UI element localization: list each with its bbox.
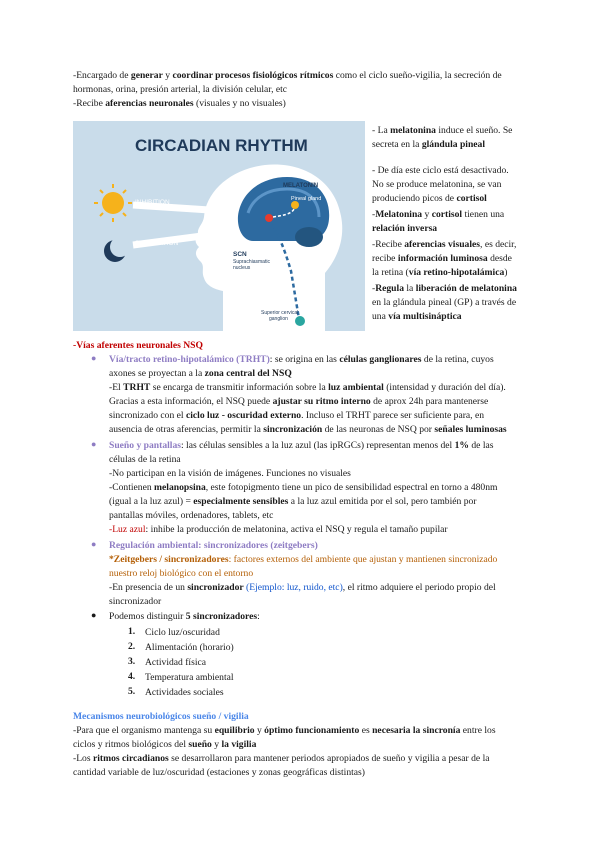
side-line-2: secreta en la glándula pineal <box>372 139 485 150</box>
side-line-1: - La melatonina induce el sueño. Se <box>372 125 513 136</box>
b1-line-1: Vía/tracto retino-hipotalámico (TRHT): se origina en las células ganglionares de la retina, cuyos <box>109 354 494 365</box>
bullet-3: ● <box>91 539 97 549</box>
list-item: Temperatura ambiental <box>145 672 234 683</box>
side-line-7: relación inversa <box>372 223 438 234</box>
intro-line-1: -Encargado de generar y coordinar procesos fisiológicos rítmicos como el ciclo sueño-vigilia, la secreción de <box>73 70 502 81</box>
inhibition-label: INHIBITION <box>135 199 170 206</box>
ganglion-label-1: Superior cervical <box>261 310 299 316</box>
b3-line-2: nuestro reloj biológico con el entorno <box>109 568 254 579</box>
list-item: Actividades sociales <box>145 687 224 698</box>
list-number: 2. <box>128 641 136 652</box>
b1-line-4: Gracias a esta información, el NSQ puede ajustar su ritmo interno de aprox 24h para mantenerse <box>109 396 489 407</box>
intro-line-3: -Recibe aferencias neuronales (visuales y no visuales) <box>73 98 286 109</box>
list-item: Actividad física <box>145 657 207 668</box>
cerebellum <box>295 227 323 247</box>
bullet-4: ● <box>91 610 97 620</box>
mech-line-1: -Para que el organismo mantenga su equilibrio y óptimo funcionamiento es necesaria la sincronía entre los <box>73 725 496 736</box>
side-line-11: -Regula la liberación de melatonina <box>372 283 517 294</box>
list-item: Alimentación (horario) <box>145 642 234 653</box>
b2-line-2: células de la retina <box>109 454 181 465</box>
b1-line-5: sincronizado con el ciclo luz - oscuridad externo. Incluso el TRHT parece ser suficiente para, en <box>109 410 485 421</box>
list-number: 4. <box>128 671 136 682</box>
b3-line-3: -En presencia de un sincronizador (Ejemplo: luz, ruido, etc), el ritmo adquiere el periodo propio del <box>109 582 496 593</box>
b1-line-2: axones se proyectan a la zona central del NSQ <box>109 368 292 379</box>
b2-line-6: pantallas móviles, ordenadores, tablets, etc <box>109 510 274 521</box>
side-line-12: en la glándula pineal (GP) a través de <box>372 297 517 308</box>
vias-heading: -Vías aferentes neuronales NSQ <box>73 340 203 351</box>
side-line-4: No se produce melatonina, se van <box>372 179 502 190</box>
b3-line-1: *Zeitgebers / sincronizadores: factores externos del ambiente que ajustan y mantienen sincronizado <box>109 554 498 565</box>
b2-line-1: Sueño y pantallas: las células sensibles a la luz azul (las ipRGCs) representan menos del 1% de las <box>109 440 494 451</box>
pineal-gland <box>291 201 299 209</box>
side-line-5: produciendo picos de cortisol <box>372 193 487 204</box>
bullet-1: ● <box>91 353 97 363</box>
circadian-rhythm-figure <box>73 121 365 331</box>
b1-line-3: -El TRHT se encarga de transmitir información sobre la luz ambiental (intensidad y duración del día). <box>109 382 506 393</box>
pineal-label: Pineal gland <box>291 196 322 202</box>
side-line-13: una vía multisináptica <box>372 311 462 322</box>
scn-sub-label-1: Suprachiasmatic <box>233 259 270 265</box>
b2-line-4: -Contienen melanopsina, este fotopigmento tiene un pico de sensibilidad espectral en torno a 480nm <box>109 482 498 493</box>
b2-line-3: -No participan en la visión de imágenes. Funciones no visuales <box>109 468 351 479</box>
mech-heading: Mecanismos neurobiológicos sueño / vigilia <box>73 711 249 722</box>
list-number: 5. <box>128 686 136 697</box>
b3-title: Regulación ambiental: sincronizadores (zeitgebers) <box>109 540 318 551</box>
side-line-8: -Recibe aferencias visuales, es decir, <box>372 239 517 250</box>
mech-line-3: -Los ritmos circadianos se desarrollaron para mantener periodos apropiados de sueño y vigilia a pesar de la <box>73 753 490 764</box>
scn-dot <box>265 214 273 222</box>
scn-label: SCN <box>233 251 247 258</box>
intro-line-2: hormonas, orina, presión arterial, la división celular, etc <box>73 84 288 95</box>
figure-title: CIRCADIAN RHYTHM <box>135 136 308 155</box>
side-line-3: - De día este ciclo está desactivado. <box>372 165 509 176</box>
mech-line-4: cantidad variable de luz/oscuridad (estaciones y zonas geográficas distintas) <box>73 767 365 778</box>
b2-line-5: (igual a la luz azul) = especialmente sensibles a la luz azul emitida por el sol, pero también por <box>109 496 477 507</box>
b4-line: Podemos distinguir 5 sincronizadores: <box>109 611 260 622</box>
ganglion-label-2: ganglion <box>269 316 288 322</box>
list-item: Ciclo luz/oscuridad <box>145 627 220 638</box>
bullet-2: ● <box>91 439 97 449</box>
stimulation-label: STIMULATION <box>135 240 179 247</box>
b1-line-6: ausencia de otras aferencias, permitir la sincronización de las neuronas de NSQ por señales luminosas <box>109 424 507 435</box>
melatonin-label: MELATONIN <box>283 183 319 189</box>
scn-sub-label-2: nucleus <box>233 265 251 271</box>
side-line-6: -Melatonina y cortisol tienen una <box>372 209 505 220</box>
side-line-10: la retina (vía retino-hipotalámica) <box>372 267 508 278</box>
side-line-9: recibe información luminosa desde <box>372 253 512 264</box>
mech-line-2: ciclos y ritmos biológicos del sueño y la vigilia <box>73 739 257 750</box>
list-number: 3. <box>128 656 136 667</box>
ganglion-dot <box>295 316 305 326</box>
b2-line-7: -Luz azul: inhibe la producción de melatonina, activa el NSQ y regula el tamaño pupilar <box>109 524 448 535</box>
b3-line-4: sincronizador <box>109 596 162 607</box>
list-number: 1. <box>128 626 136 637</box>
